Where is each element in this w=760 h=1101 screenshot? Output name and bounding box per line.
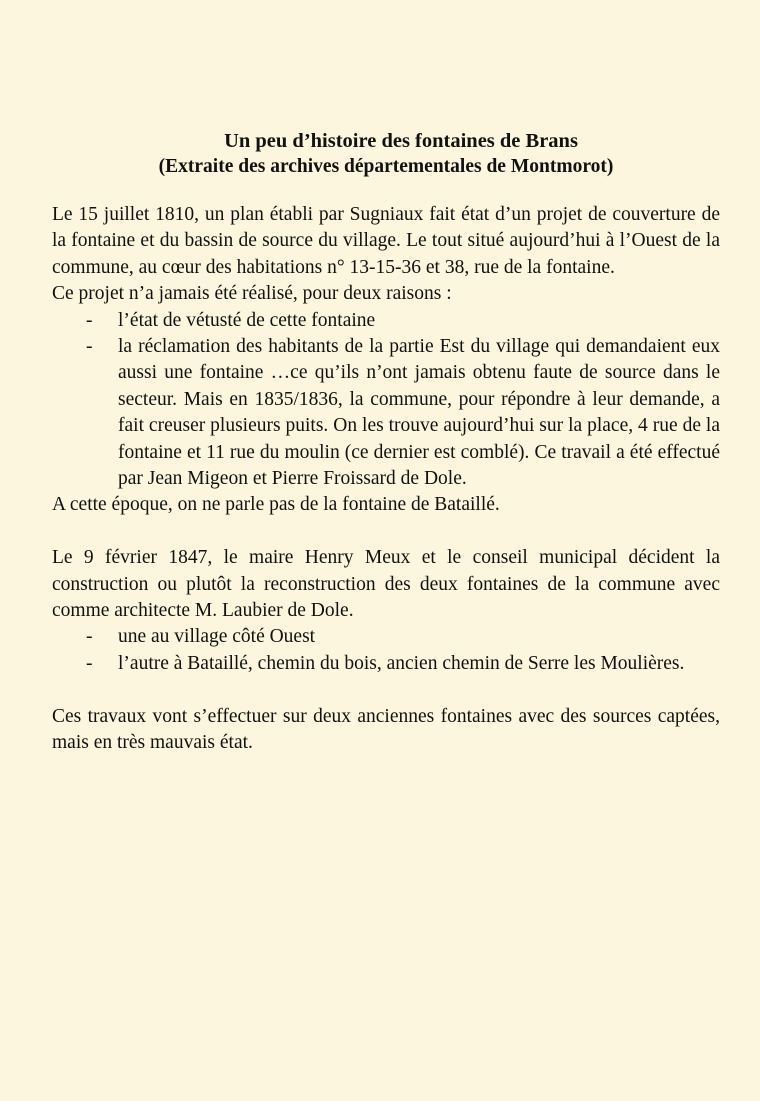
list-item	[52, 624, 720, 650]
list-dash: -	[86, 336, 93, 358]
document-title: Un peu d’histoire des fontaines de Brans	[224, 130, 578, 152]
paragraph-bataille-note: A cette époque, on ne parle pas de la fontaine de Bataillé.	[52, 494, 500, 516]
paragraph-1847-decision: Le 9 février 1847, le maire Henry Meux et le conseil municipal décident la construction ou plutôt la reconstruction des deux fontaines de la commune avec comme architecte M. Laubier de Dole.	[52, 547, 720, 622]
reasons-list	[52, 308, 720, 493]
list-dash: -	[86, 309, 93, 331]
document-page	[52, 128, 720, 757]
list-dash: -	[86, 626, 93, 648]
list-item	[52, 651, 720, 677]
list-item-text: une au village côté Ouest	[118, 626, 316, 648]
paragraph-1810-plan: Le 15 juillet 1810, un plan établi par Sugniaux fait état d’un projet de couverture de la fontaine et du bassin de source du village. Le tout situé aujourd’hui à l’Ouest de la commune, au cœur des habitations n° 13-15-36 et 38, rue de la fontaine.	[52, 204, 720, 278]
paragraph-reasons-intro: Ce projet n’a jamais été réalisé, pour deux raisons :	[52, 283, 452, 305]
list-item-text: l’autre à Bataillé, chemin du bois, ancien chemin de Serre les Moulières.	[118, 652, 685, 674]
paragraph-gap	[52, 677, 720, 703]
list-item-text: l’état de vétusté de cette fontaine	[118, 309, 376, 331]
title-block	[52, 128, 720, 180]
paragraph-works: Ces travaux vont s’effectuer sur deux anciennes fontaines avec des sources captées, mais en très mauvais état.	[52, 705, 720, 754]
fountains-list	[52, 624, 720, 677]
list-dash: -	[86, 652, 93, 674]
list-item	[52, 334, 720, 492]
paragraph-gap	[52, 519, 720, 545]
list-item-text: la réclamation des habitants de la partie Est du village qui demandaient eux aussi une fontaine …ce qu’ils n’ont jamais obtenu faute de source dans le secteur. Mais en 1835/1836, la commune, pour répondre à leur demande, a fait creuser plusieurs puits. On les trouve aujourd’hui sur la place, 4 rue de la fontaine et 11 rue du moulin (ce dernier est comblé). Ce travail a été effectué par Jean Migeon et Pierre Froissard de Dole.	[118, 336, 720, 490]
list-item	[52, 308, 720, 334]
document-subtitle: (Extraite des archives départementales de Montmorot)	[158, 156, 614, 177]
